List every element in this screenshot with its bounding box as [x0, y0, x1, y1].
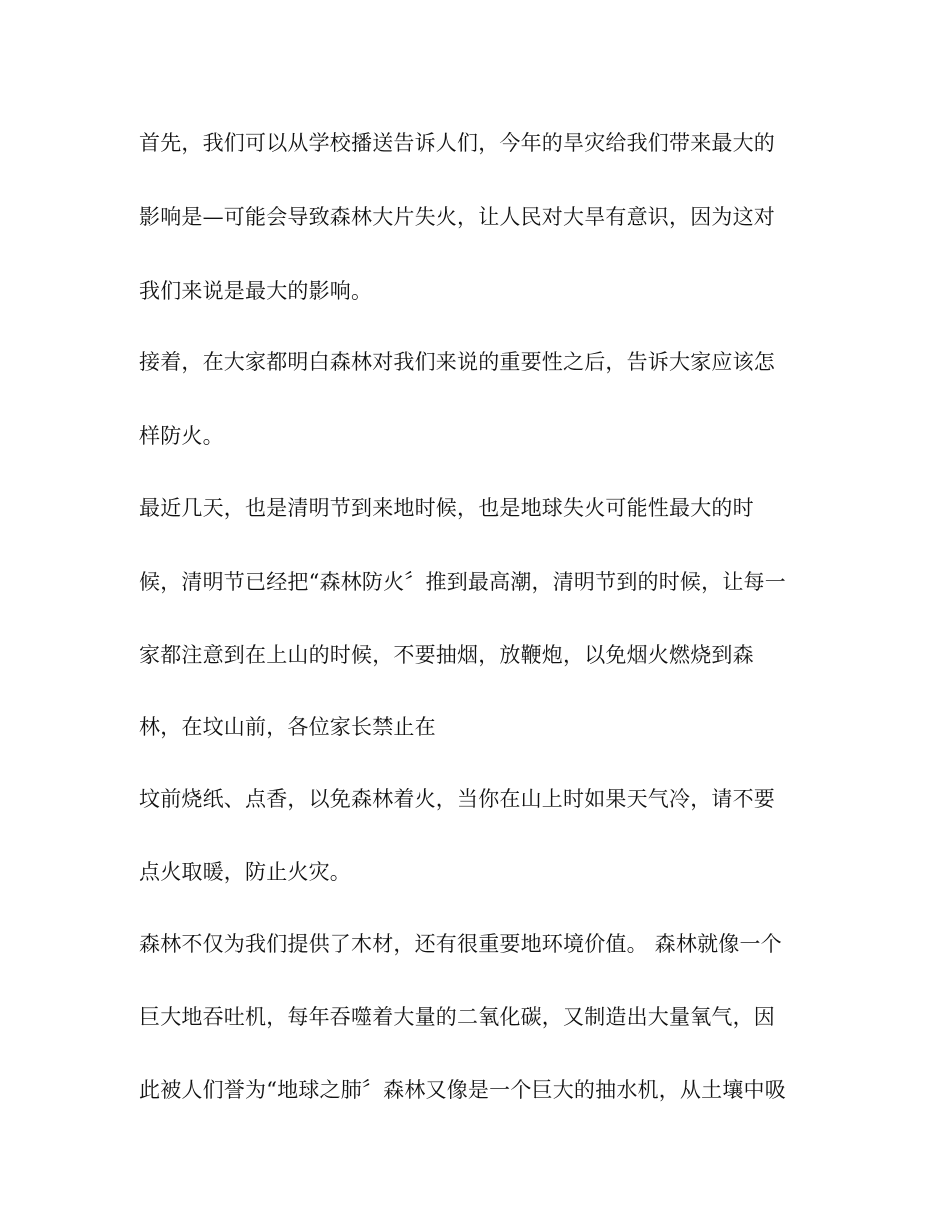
text-line: 我们来说是最大的影响。: [139, 279, 373, 303]
text-line: 首先，我们可以从学校播送告诉人们，今年的旱灾给我们带来最大的: [139, 131, 775, 155]
text-line: 接着，在大家都明白森林对我们来说的重要性之后，告诉大家应该怎: [139, 350, 775, 374]
text-line: 最近几天，也是清明节到来地时候，也是地球失火可能性最大的时: [139, 496, 754, 520]
text-line: 候，清明节已经把“森林防火〞推到最高潮，清明节到的时候，让每一: [139, 570, 786, 594]
text-line: 家都注意到在上山的时候，不要抽烟，放鞭炮，以免烟火燃烧到森: [139, 643, 754, 667]
text-line: 样防火。: [139, 424, 224, 448]
text-line: 坟前烧纸、点香，以免森林着火，当你在山上时如果天气冷，请不要: [139, 787, 775, 811]
text-line: 影响是—可能会导致森林大片失火，让人民对大旱有意识，因为这对: [139, 205, 775, 229]
text-line: 林，在坟山前，各位家长禁止在: [139, 715, 436, 739]
text-line: 点火取暖，防止火灾。: [139, 860, 351, 884]
text-line: 此被人们誉为“地球之肺〞森林又像是一个巨大的抽水机，从土壤中吸: [139, 1078, 786, 1102]
text-line: 森林不仅为我们提供了木材，还有很重要地环境价值。 森林就像一个: [139, 932, 782, 956]
text-line: 巨大地吞吐机，每年吞噬着大量的二氧化碳，又制造出大量氧气，因: [139, 1005, 775, 1029]
